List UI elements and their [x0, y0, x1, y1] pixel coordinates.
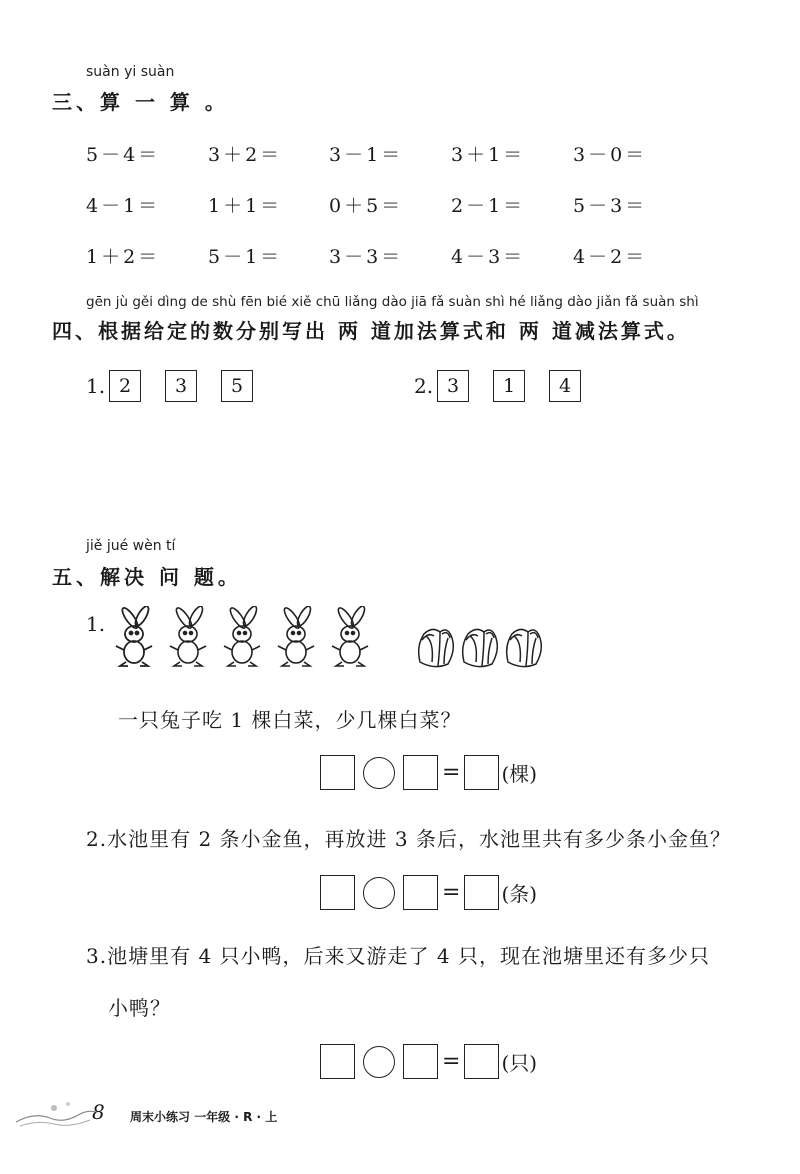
equation: 5－4＝	[86, 144, 161, 166]
section3-pinyin: suàn yi suàn	[86, 64, 175, 80]
answer-box[interactable]	[403, 755, 438, 790]
answer-box[interactable]	[464, 755, 499, 790]
answer-box[interactable]	[403, 875, 438, 910]
number-box: 1	[493, 370, 525, 402]
section4-title: 四、根据给定的数分别写出 两 道加法算式和 两 道减法算式。	[52, 319, 690, 343]
operator-circle[interactable]	[363, 757, 395, 789]
equation: 3－0＝	[573, 144, 648, 166]
problem-3-question-line1	[86, 940, 710, 969]
answer-box[interactable]	[403, 1044, 438, 1079]
number-group-1	[86, 370, 277, 402]
number-box: 3	[165, 370, 197, 402]
number-box: 5	[221, 370, 253, 402]
operator-circle[interactable]	[363, 877, 395, 909]
answer-box[interactable]	[320, 755, 355, 790]
unit-label: (棵)	[501, 762, 538, 786]
equation: 3－3＝	[329, 246, 404, 268]
equation: 4－1＝	[86, 195, 161, 217]
page-number: 8	[92, 1100, 105, 1124]
equation: 4－3＝	[451, 246, 526, 268]
equation: 3＋1＝	[451, 144, 526, 166]
equals-sign: =	[442, 1049, 461, 1074]
rabbits-row	[104, 606, 374, 672]
equation: 1＋1＝	[208, 195, 283, 217]
problem-3-label: 3.	[86, 944, 108, 968]
operator-circle[interactable]	[363, 1046, 395, 1078]
number-box: 3	[437, 370, 469, 402]
answer-row-3	[320, 1044, 537, 1079]
answer-box[interactable]	[464, 875, 499, 910]
problem-3-text-line1: 池塘里有 4 只小鸭，后来又游走了 4 只，现在池塘里还有多少只	[107, 944, 710, 968]
equals-sign: =	[442, 880, 461, 905]
problem-2-text: 水池里有 2 条小金鱼，再放进 3 条后，水池里共有多少条小金鱼？	[107, 827, 731, 851]
answer-row-1	[320, 755, 537, 790]
equation: 0＋5＝	[329, 195, 404, 217]
problem-3-text-line2: 小鸭？	[108, 996, 171, 1020]
equation: 5－1＝	[208, 246, 283, 268]
cabbage-icon	[463, 629, 498, 666]
unit-label: (只)	[501, 1051, 538, 1075]
cabbages-illustration	[410, 622, 546, 672]
footer-text: 周末小练习 一年级 · R · 上	[130, 1110, 278, 1124]
answer-box[interactable]	[464, 1044, 499, 1079]
equals-sign: =	[442, 760, 461, 785]
equation: 3－1＝	[329, 144, 404, 166]
unit-label: (条)	[501, 882, 538, 906]
section4-pinyin: gēn jù gěi dìng de shù fēn bié xiě chū liǎng dào jiā fǎ suàn shì hé liǎng dào jiǎn fǎ suàn shì	[86, 294, 699, 310]
answer-box[interactable]	[320, 875, 355, 910]
rabbit-icon	[332, 606, 368, 666]
equation: 3＋2＝	[208, 144, 283, 166]
cabbage-icon	[507, 629, 542, 666]
rabbit-icon	[224, 606, 260, 666]
equation: 1＋2＝	[86, 246, 161, 268]
number-box: 2	[109, 370, 141, 402]
rabbit-icon	[116, 606, 152, 666]
equation: 4－2＝	[573, 246, 648, 268]
rabbit-icon	[278, 606, 314, 666]
answer-box[interactable]	[320, 1044, 355, 1079]
group-label: 1.	[86, 374, 106, 398]
footer-decoration	[14, 1096, 98, 1130]
equation: 2－1＝	[451, 195, 526, 217]
section5-title: 五、解决 问 题。	[52, 565, 242, 589]
problem-2-label: 2.	[86, 827, 108, 851]
number-box: 4	[549, 370, 581, 402]
equation: 5－3＝	[573, 195, 648, 217]
group-label: 2.	[414, 374, 434, 398]
section3-title: 三、算 一 算 。	[52, 90, 229, 114]
section5-pinyin: jiě jué wèn tí	[86, 538, 176, 554]
problem-1-label: 1.	[86, 612, 106, 636]
answer-row-2	[320, 875, 537, 910]
rabbit-icon	[170, 606, 206, 666]
number-group-2	[414, 370, 605, 402]
problem-1-question: 一只兔子吃 1 棵白菜，少几棵白菜？	[118, 708, 462, 732]
problem-2-question	[86, 823, 731, 852]
